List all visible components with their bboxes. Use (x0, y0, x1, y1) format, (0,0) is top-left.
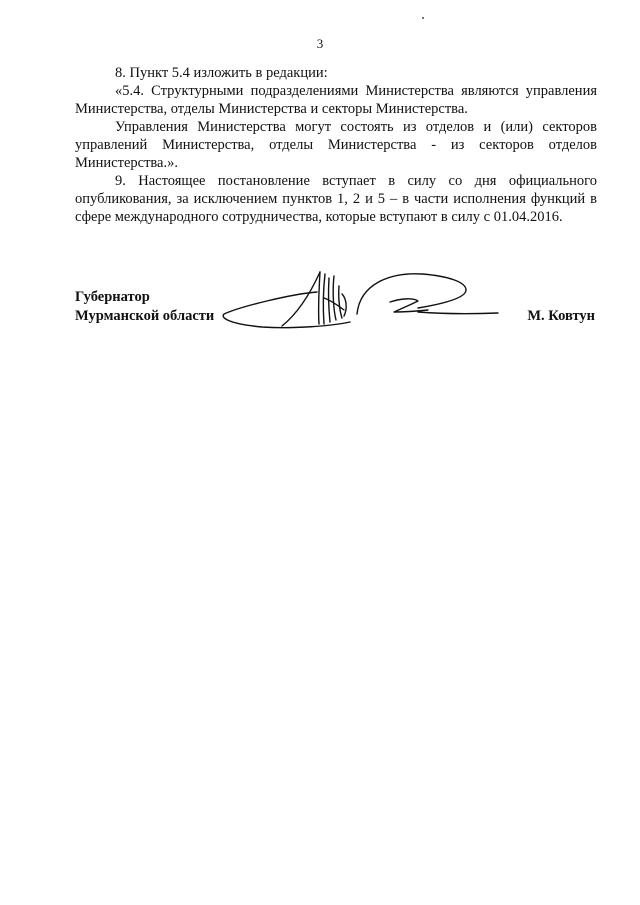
signatory-position (75, 288, 214, 326)
signatory-name: М. Ковтун (527, 308, 595, 324)
paragraph-item-9: 9. Настоящее постановление вступает в силу со дня официального опубликования, за исключением пунктов 1, 2 и 5 – в части исполнения функций в сфере международного сотрудничества, которые вступают в силу с 01.04.2016. (75, 173, 597, 225)
signatory-position-line-1: Губернатор (75, 289, 150, 305)
signatory-position-line-2: Мурманской области (75, 308, 215, 324)
paragraph-item-5-4: «5.4. Структурными подразделениями Министерства являются управления Министерства, отделы Министерства и секторы Министерства. (75, 83, 597, 117)
page-number: 3 (316, 36, 324, 51)
paragraph-departments: Управления Министерства могут состоять из отделов и (или) секторов управлений Министерства, отделы Министерства - из секторов отделов Министерства.». (75, 119, 597, 171)
signature-block (75, 288, 595, 348)
handwritten-signature (222, 264, 512, 344)
document-body (75, 64, 597, 226)
paragraph-item-8: 8. Пункт 5.4 изложить в редакции: (115, 65, 328, 81)
stray-mark (422, 17, 424, 19)
